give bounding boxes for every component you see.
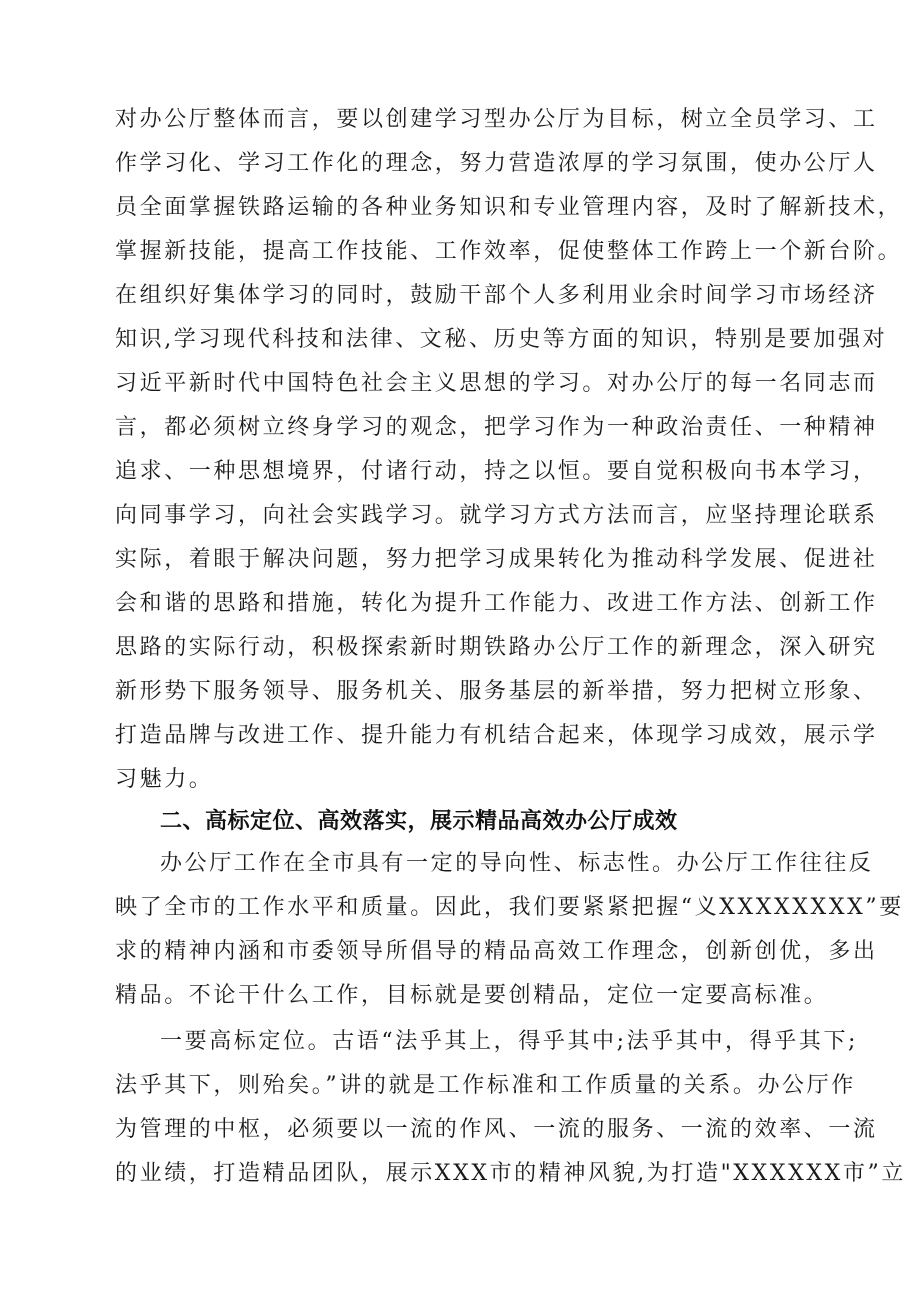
paragraph-1-line: 习魅力。 xyxy=(115,767,214,792)
paragraph-3-line: 的业绩，打造精品团队，展示XXX市的精神风貌,为打造"XXXXXX市”立 xyxy=(115,1161,906,1186)
paragraph-2-line: 精品。不论干什么工作，目标就是要创精品，定位一定要高标准。 xyxy=(115,983,829,1008)
paragraph-1-line: 言，都必须树立终身学习的观念，把学习作为一种政治责任、一种精神 xyxy=(115,415,878,440)
paragraph-1-line: 打造品牌与改进工作、提升能力有机结合起来，体现学习成效，展示学 xyxy=(115,723,878,748)
paragraph-1-line: 向同事学习，向社会实践学习。就学习方式方法而言，应坚持理论联系 xyxy=(115,503,878,528)
paragraph-2-line: 映了全市的工作水平和质量。因此，我们要紧紧把握“义XXXXXXXX”要 xyxy=(115,895,904,920)
paragraph-3-line: 为管理的中枢，必须要以一流的作风、一流的服务、一流的效率、一流 xyxy=(115,1117,878,1142)
paragraph-1-line: 知识,学习现代科技和法律、文秘、历史等方面的知识，特别是要加强对 xyxy=(115,327,888,352)
section-heading: 二、高标定位、高效落实，展示精品高效办公厅成效 xyxy=(160,809,678,834)
paragraph-1-line: 思路的实际行动，积极探索新时期铁路办公厅工作的新理念，深入研究 xyxy=(115,635,878,660)
paragraph-1-line: 追求、一种思想境界，付诸行动，持之以恒。要自觉积极向书本学习， xyxy=(115,459,878,484)
paragraph-2-line: 办公厅工作在全市具有一定的导向性、标志性。办公厅工作往往反 xyxy=(160,851,874,876)
paragraph-1-line: 员全面掌握铁路运输的各种业务知识和专业管理内容，及时了解新技术， xyxy=(115,195,903,220)
paragraph-1-line: 习近平新时代中国特色社会主义思想的学习。对办公厅的每一名同志而 xyxy=(115,371,878,396)
paragraph-3-line: 法乎其下，则殆矣。”讲的就是工作标准和工作质量的关系。办公厅作 xyxy=(115,1073,856,1098)
paragraph-1-line: 作学习化、学习工作化的理念，努力营造浓厚的学习氛围，使办公厅人 xyxy=(115,151,878,176)
paragraph-1-line: 对办公厅整体而言，要以创建学习型办公厅为目标，树立全员学习、工 xyxy=(115,107,878,132)
paragraph-1-line: 实际，着眼于解决问题，努力把学习成果转化为推动科学发展、促进社 xyxy=(115,547,878,572)
paragraph-2-line: 求的精神内涵和市委领导所倡导的精品高效工作理念，创新创优，多出 xyxy=(115,939,878,964)
paragraph-1-line: 新形势下服务领导、服务机关、服务基层的新举措，努力把树立形象、 xyxy=(115,679,878,704)
paragraph-3-line: 一要高标定位。古语“法乎其上，得乎其中;法乎其中，得乎其下; xyxy=(160,1029,859,1054)
paragraph-1-line: 掌握新技能，提高工作技能、工作效率，促使整体工作跨上一个新台阶。 xyxy=(115,239,903,264)
paragraph-1-line: 在组织好集体学习的同时，鼓励干部个人多利用业余时间学习市场经济 xyxy=(115,283,878,308)
paragraph-1-line: 会和谐的思路和措施，转化为提升工作能力、改进工作方法、创新工作 xyxy=(115,591,878,616)
